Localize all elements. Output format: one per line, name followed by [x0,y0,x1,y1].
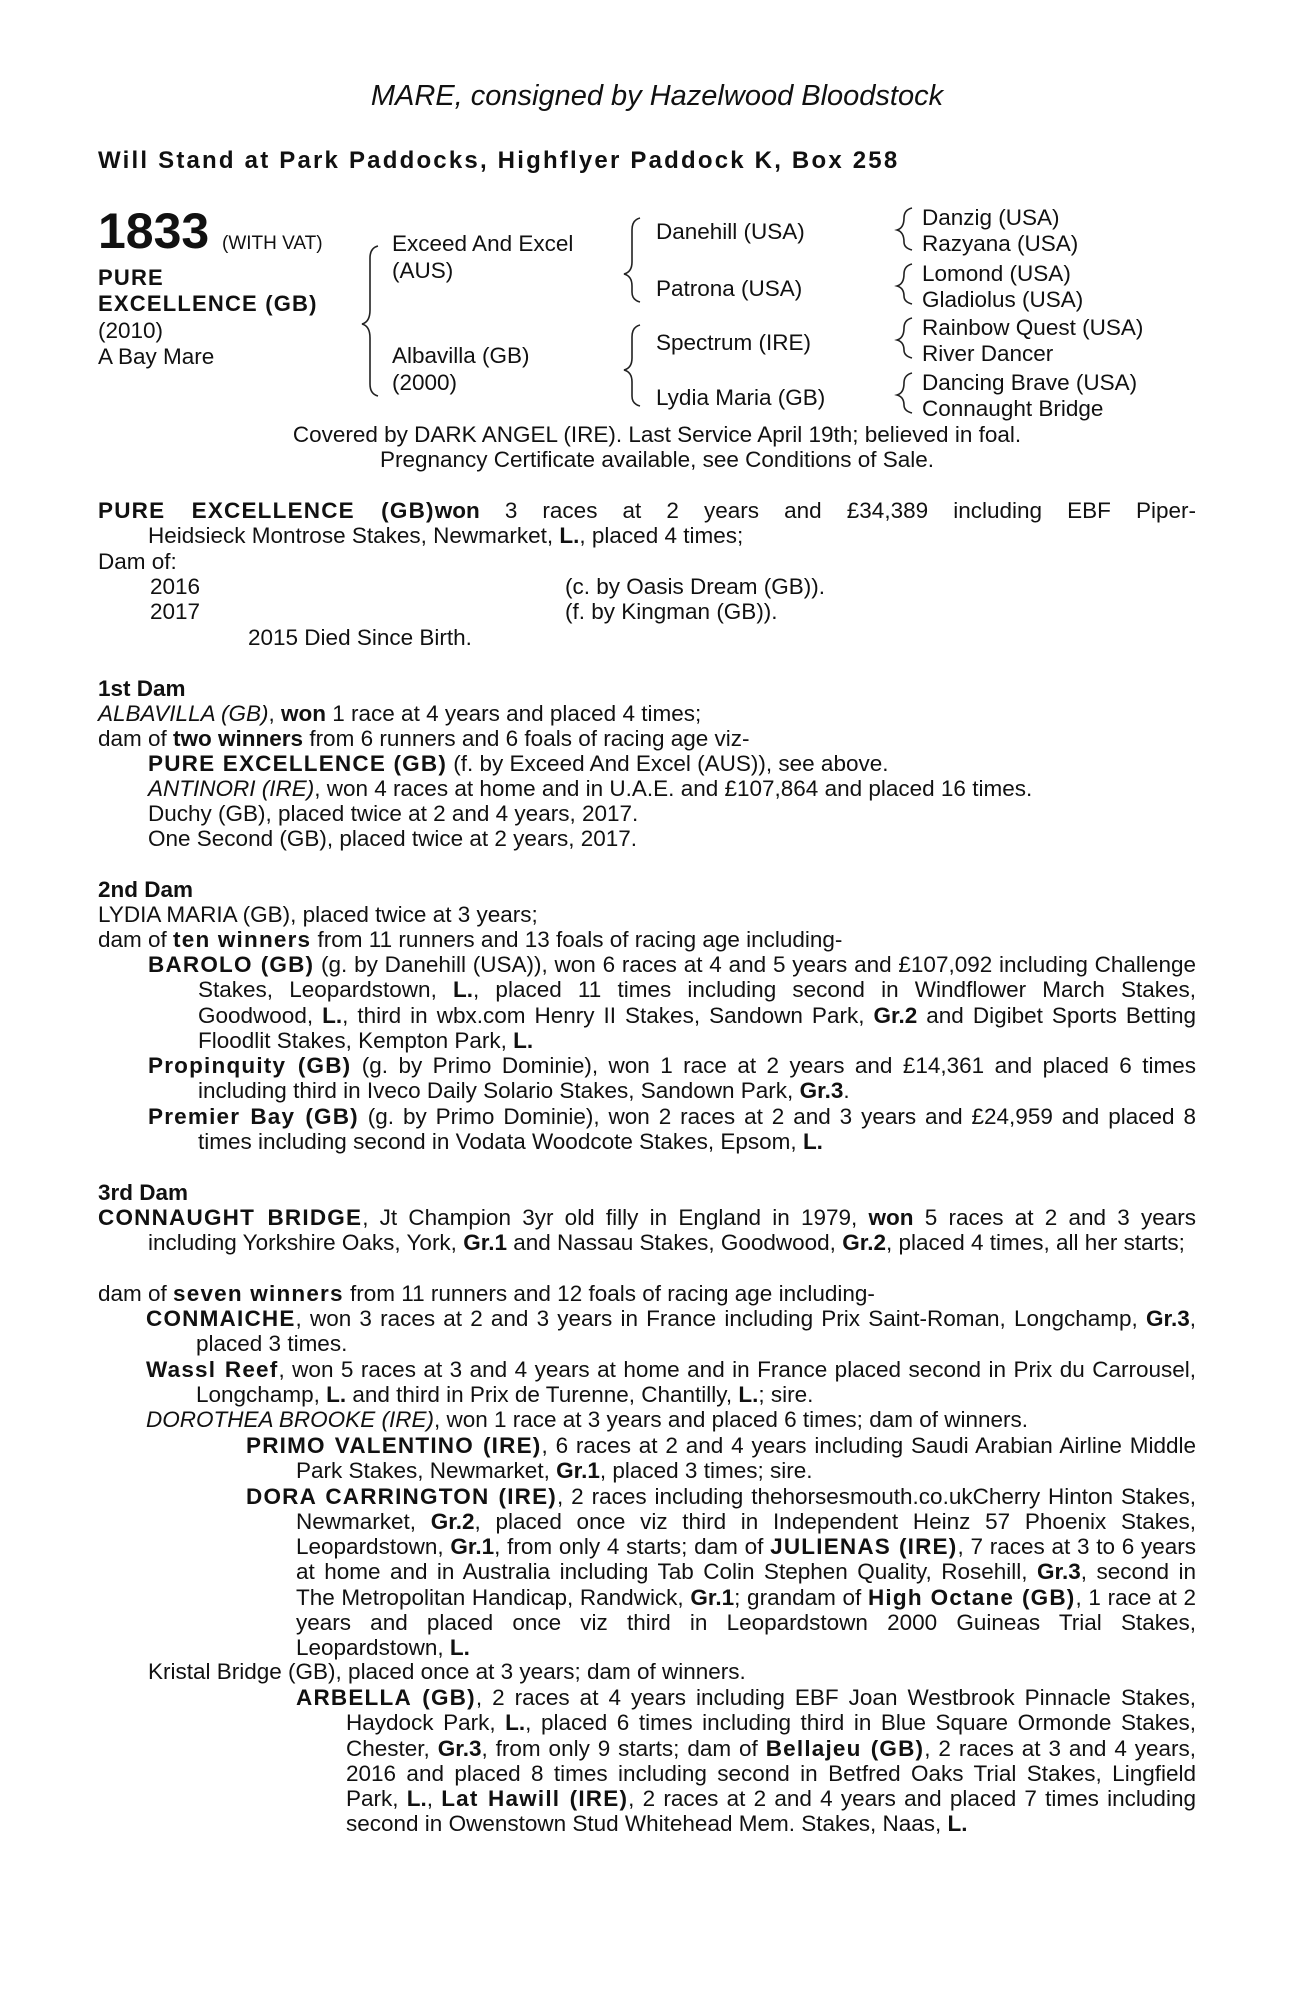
dam-sire: Spectrum (IRE) [656,330,812,355]
third-dam-heading: 3rd Dam [98,1180,189,1205]
sire-dam: Patrona (USA) [656,276,803,301]
mare-summary: PURE EXCELLENCE (GB)won 3 races at 2 years and £34,389 including EBF Piper- Heidsieck Montrose Stakes, Newmarket, L., placed 4 times; [98,498,1196,549]
third-dam-grandfoals [98,1433,1196,1661]
first-dam-foal: Duchy (GB), placed twice at 2 and 4 years, 2017. [148,801,639,826]
horse-description: A Bay Mare [98,344,215,369]
list-item: Wassl Reef, won 5 races at 3 and 4 years at home and in France placed second in Prix du Carrousel, Longchamp, L. and third in Prix de Turenne, Chantilly, L.; sire. [146,1356,1197,1407]
first-dam-foal: PURE EXCELLENCE (GB) (f. by Exceed And Excel (AUS)), see above. [148,751,889,776]
produce-note: (c. by Oasis Dream (GB)). [565,574,826,599]
dam-year: (2000) [392,370,458,395]
ss-dam: Razyana (USA) [922,231,1079,256]
stand-location: Will Stand at Park Paddocks, Highflyer Paddock K, Box 258 [98,147,900,174]
dd-sire: Dancing Brave (USA) [922,370,1138,395]
dam-of-label: Dam of: [98,549,177,574]
pregnancy-note: Pregnancy Certificate available, see Conditions of Sale. [379,447,935,472]
list-item: BAROLO (GB) (g. by Danehill (USA)), won 6 races at 4 and 5 years and £107,092 including Challenge Stakes, Leopardstown, L., placed 11 times including second in Windflower March Stakes, Goodwood, L., third in wbx.com Henry II Stakes, Sandown Park, Gr.2 and Digibet Sports Betting Floodlit Stakes, Kempton Park, L. [148,952,1196,1053]
second-dam-line: LYDIA MARIA (GB), placed twice at 3 years; [98,902,538,927]
first-dam-line: ALBAVILLA (GB), won 1 race at 4 years and placed 4 times; [98,701,702,726]
dd-dam: Connaught Bridge [922,396,1104,421]
first-dam-produce: dam of two winners from 6 runners and 6 foals of racing age viz- [98,726,750,751]
list-item: CONMAICHE, won 3 races at 2 and 3 years in France including Prix Saint-Roman, Longchamp, Gr.3, placed 3 times. [146,1306,1196,1357]
sd-sire: Lomond (USA) [922,261,1071,286]
sire-name: Exceed And Excel [392,231,574,256]
dam-name: Albavilla (GB) [392,343,530,368]
vat-note: (WITH VAT) [222,233,323,254]
sd-dam: Gladiolus (USA) [922,287,1084,312]
pedigree-brackets [0,0,1314,430]
died-note: 2015 Died Since Birth. [248,625,472,650]
list-item: PRIMO VALENTINO (IRE), 6 races at 2 and 4 years including Saudi Arabian Airline Middle Park Stakes, Newmarket, Gr.1, placed 3 times; sire. [246,1433,1196,1484]
list-item: Premier Bay (GB) (g. by Primo Dominie), won 2 races at 2 and 3 years and £24,959 and placed 8 times including second in Vodata Woodcote Stakes, Epsom, L. [148,1103,1196,1155]
sire-sire: Danehill (USA) [656,219,805,244]
covered-note: Covered by DARK ANGEL (IRE). Last Service April 19th; believed in foal. [292,422,1022,447]
second-dam-entries [98,952,1196,1154]
ds-dam: River Dancer [922,341,1054,366]
horse-name-line2: EXCELLENCE (GB) [98,291,318,316]
second-dam-produce: dam of ten winners from 11 runners and 13 foals of racing age including- [98,927,843,952]
first-dam-foal: ANTINORI (IRE), won 4 races at home and in U.A.E. and £107,864 and placed 16 times. [148,776,1033,801]
sire-country: (AUS) [392,258,454,283]
horse-year: (2010) [98,318,164,343]
lot-number: 1833 [98,203,210,259]
produce-year: 2016 [150,574,201,599]
horse-name-line1: PURE [98,265,164,290]
list-item: Kristal Bridge (GB), placed once at 3 years; dam of winners. [148,1659,746,1684]
produce-year: 2017 [150,599,201,624]
list-item: DOROTHEA BROOKE (IRE), won 1 race at 3 years and placed 6 times; dam of winners. [146,1407,1029,1433]
catalogue-title: MARE, consigned by Hazelwood Bloodstock [370,80,944,112]
mare-name: PURE EXCELLENCE (GB) [98,498,435,523]
third-dam-produce: dam of seven winners from 11 runners and 12 foals of racing age including- [98,1281,875,1306]
produce-note: (f. by Kingman (GB)). [565,599,778,624]
list-item: DORA CARRINGTON (IRE), 2 races including thehorsesmouth.co.ukCherry Hinton Stakes, Newmarket, Gr.2, placed once viz third in Independent Heinz 57 Phoenix Stakes, Leopardstown, Gr.1, from only 4 starts; dam of JULIENAS (IRE), 7 races at 3 to 6 years at home and in Australia including Tab Colin Stephen Quality, Rosehill, Gr.3, second in The Metropolitan Handicap, Randwick, Gr.1; grandam of High Octane (GB), 1 race at 2 years and placed once viz third in Leopardstown 2000 Guineas Trial Stakes, Leopardstown, L. [246,1483,1196,1661]
ds-sire: Rainbow Quest (USA) [922,315,1144,340]
first-dam-foal: One Second (GB), placed twice at 2 years, 2017. [148,826,638,851]
third-dam-connaught: CONNAUGHT BRIDGE, Jt Champion 3yr old filly in England in 1979, won 5 races at 2 and 3 years including Yorkshire Oaks, York, Gr.1 and Nassau Stakes, Goodwood, Gr.2, placed 4 times, all her starts; [98,1205,1196,1256]
third-dam-arbella [98,1685,1196,1837]
dam-dam: Lydia Maria (GB) [656,385,826,410]
list-item: Propinquity (GB) (g. by Primo Dominie), won 1 race at 2 years and £14,361 and placed 6 times including third in Iveco Daily Solario Stakes, Sandown Park, Gr.3. [148,1053,1196,1104]
first-dam-heading: 1st Dam [98,676,186,701]
list-item: ARBELLA (GB), 2 races at 4 years including EBF Joan Westbrook Pinnacle Stakes, Haydock Park, L., placed 6 times including third in Blue Square Ormonde Stakes, Chester, Gr.3, from only 9 starts; dam of Bellajeu (GB), 2 races at 3 and 4 years, 2016 and placed 8 times including second in Betfred Oaks Trial Stakes, Lingfield Park, L., Lat Hawill (IRE), 2 races at 2 and 4 years and placed 7 times including second in Owenstown Stud Whitehead Mem. Stakes, Naas, L. [296,1685,1197,1837]
third-dam-entries [98,1306,1196,1432]
second-dam-heading: 2nd Dam [98,877,194,902]
ss-sire: Danzig (USA) [922,205,1060,230]
